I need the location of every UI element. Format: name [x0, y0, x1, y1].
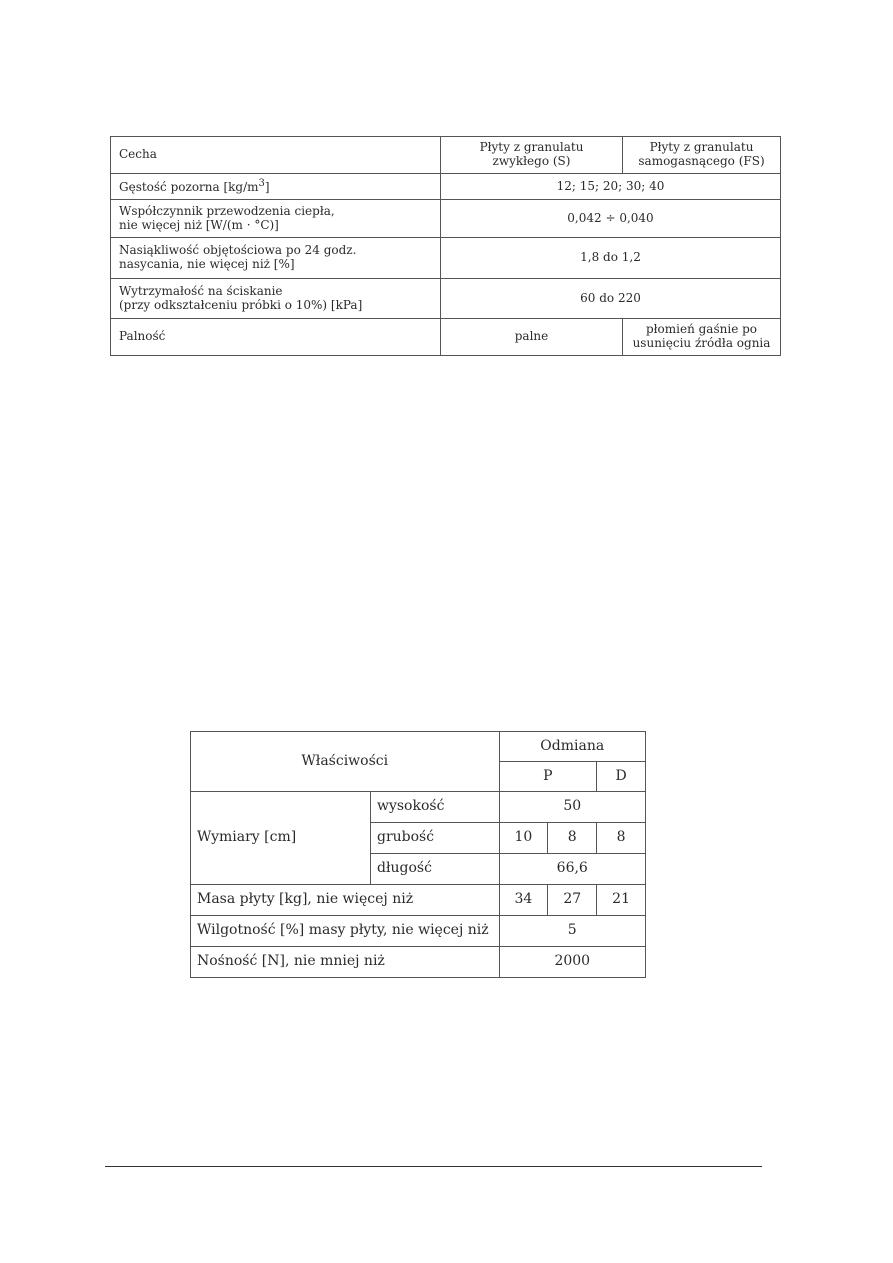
length-label: długość: [370, 854, 499, 885]
table2-header-row: [191, 732, 646, 762]
footer-divider: [105, 1166, 762, 1167]
compression-value: 60 do 220: [441, 279, 781, 319]
table-row: [111, 174, 781, 200]
thickness-label: grubość: [370, 823, 499, 854]
col-header-s-line1: Płyty z granulatu: [479, 140, 584, 155]
table-row: [191, 916, 646, 947]
conductivity-value: 0,042 ÷ 0,040: [441, 200, 781, 238]
flammability-fs-line1: płomień gaśnie po: [645, 322, 758, 337]
absorption-label-line1: Nasiąkliwość objętościowa po 24 godz.: [119, 243, 357, 258]
moisture-value: 5: [499, 916, 645, 947]
table-row: [111, 238, 781, 279]
thickness-value-p1: 10: [499, 823, 548, 854]
variant-p-header: P: [499, 762, 597, 792]
dimensions-label: Wymiary [cm]: [191, 792, 371, 885]
height-label: wysokość: [370, 792, 499, 823]
flammability-value-fs: [623, 319, 781, 356]
conductivity-label-line1: Współczynnik przewodzenia ciepła,: [119, 203, 335, 218]
height-value: 50: [499, 792, 645, 823]
col-header-fs-line2: samogasnącego (FS): [638, 154, 765, 168]
compression-label: [111, 279, 441, 319]
mass-value-p1: 34: [499, 885, 548, 916]
mass-label: Masa płyty [kg], nie więcej niż: [191, 885, 500, 916]
capacity-value: 2000: [499, 947, 645, 978]
table1-header-row: [111, 137, 781, 174]
thickness-value-d: 8: [597, 823, 646, 854]
col-header-fs: [623, 137, 781, 174]
density-label: [111, 174, 441, 200]
flammability-fs-line2: usunięciu źródła ognia: [632, 336, 771, 350]
mass-value-p2: 27: [548, 885, 597, 916]
compression-label-line2: (przy odkształceniu próbki o 10%) [kPa]: [119, 297, 363, 312]
conductivity-label: [111, 200, 441, 238]
properties-header: Właściwości: [191, 732, 500, 792]
variant-d-header: D: [597, 762, 646, 792]
conductivity-label-line2: nie więcej niż [W/(m · °C)]: [119, 217, 279, 232]
table-row: [191, 885, 646, 916]
moisture-label: Wilgotność [%] masy płyty, nie więcej niż: [191, 916, 500, 947]
table-row: [111, 279, 781, 319]
flammability-value-s: palne: [441, 319, 623, 356]
col-header-fs-line1: Płyty z granulatu: [649, 140, 754, 155]
mass-value-d: 21: [597, 885, 646, 916]
absorption-label-line2: nasycania, nie więcej niż [%]: [119, 257, 295, 271]
density-label-sup: 3: [258, 178, 265, 190]
properties-table-blocks: [190, 731, 646, 978]
absorption-value: 1,8 do 1,2: [441, 238, 781, 279]
flammability-label: Palność: [111, 319, 441, 356]
thickness-value-p2: 8: [548, 823, 597, 854]
density-label-text: Gęstość pozorna [kg/m: [119, 180, 259, 195]
absorption-label: [111, 238, 441, 279]
table-row: [191, 947, 646, 978]
col-header-s-line2: zwykłego (S): [492, 154, 571, 168]
table-row: [111, 200, 781, 238]
variant-header: Odmiana: [499, 732, 645, 762]
capacity-label: Nośność [N], nie mniej niż: [191, 947, 500, 978]
feature-header: Cecha: [111, 137, 441, 174]
table-row: [191, 792, 646, 823]
table-row: [111, 319, 781, 356]
col-header-s: [441, 137, 623, 174]
density-value: 12; 15; 20; 30; 40: [441, 174, 781, 200]
length-value: 66,6: [499, 854, 645, 885]
properties-table-styrofoam: [110, 136, 781, 356]
compression-label-line1: Wytrzymałość na ściskanie: [119, 283, 283, 298]
density-label-end: ]: [264, 180, 270, 195]
